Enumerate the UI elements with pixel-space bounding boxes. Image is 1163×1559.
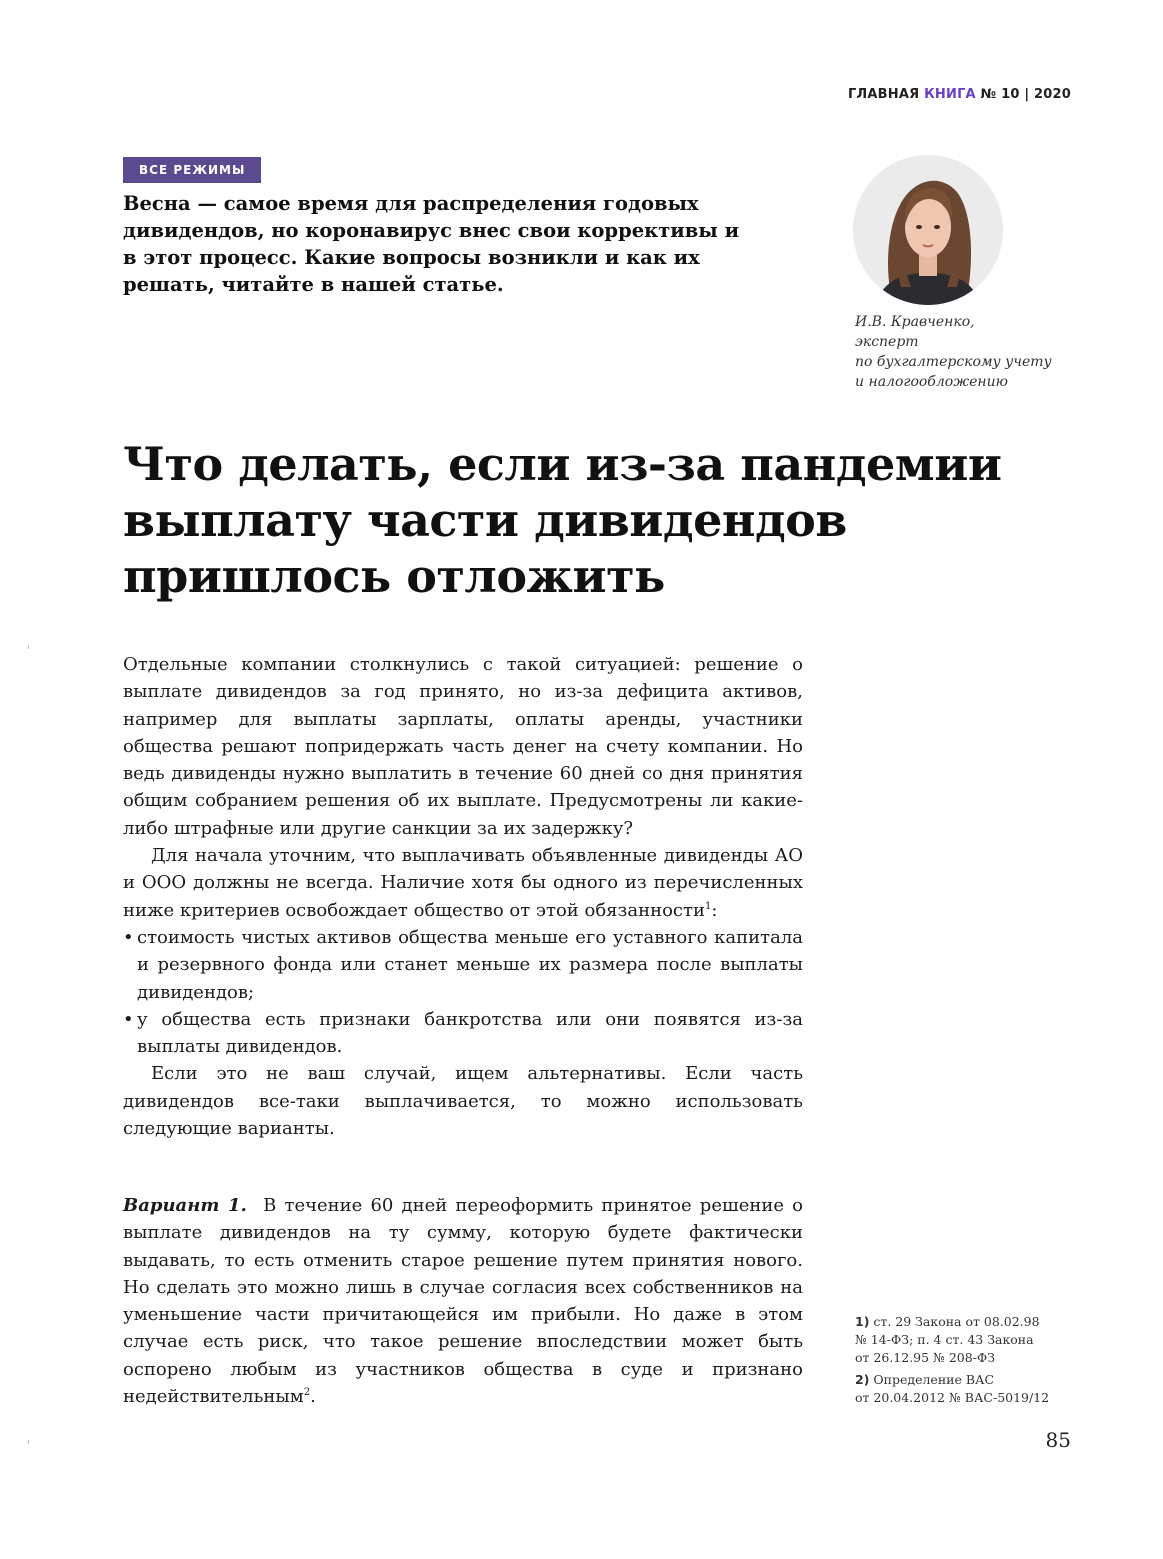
footnote-1-line-3: от 26.12.95 № 208-ФЗ	[855, 1350, 996, 1365]
masthead-issue: № 10 | 2020	[980, 87, 1071, 102]
criteria-list	[123, 924, 803, 1060]
body-paragraph-4-text: В течение 60 дней переоформить принятое решение о выплате дивидендов на ту сумму, которую будете фактически выдавать, то есть отменить старое решение путем принятия нового. Но сделать это можно лишь в случае согласия всех собственников на уменьшение части причитающейся им прибыли. Но даже в этом случае есть риск, что такое решение впоследствии может быть оспорено любым из участников общества в суде и признано недействительным	[123, 1195, 803, 1408]
body-paragraph-2	[123, 842, 803, 924]
crop-mark	[28, 645, 29, 649]
body-paragraph-3: Если это не ваш случай, ищем альтернативы. Если часть дивидендов все-таки выплачивается, то можно использовать следующие варианты.	[123, 1063, 803, 1140]
footnote-ref-2: 2	[303, 1387, 311, 1399]
masthead-brand-accent: КНИГА	[924, 87, 976, 102]
title-line-3: пришлось отложить	[123, 549, 665, 603]
body-paragraph-4-end: .	[310, 1386, 316, 1408]
footnote-1-number: 1)	[855, 1314, 870, 1329]
author-role-line-2: по бухгалтерскому учету	[855, 354, 1052, 370]
body-paragraph-2-end: :	[711, 899, 718, 921]
variant-1-section	[123, 1192, 803, 1410]
author-portrait-icon	[853, 155, 1003, 305]
footnote-1	[855, 1313, 1085, 1367]
footnote-2-line-1: Определение ВАС	[873, 1372, 995, 1387]
article-title	[123, 436, 1043, 604]
footnote-ref-1: 1	[704, 900, 712, 912]
masthead	[848, 87, 1071, 102]
body-paragraph-4	[123, 1192, 803, 1410]
article-body	[123, 651, 803, 1142]
footnotes	[855, 1313, 1085, 1411]
title-line-1: Что делать, если из-за пандемии	[123, 437, 1002, 491]
list-item: • стоимость чистых активов общества меньше его уставного капитала и резервного фонда или станет меньше их размера после выплаты дивидендов;	[123, 924, 803, 1006]
footnote-1-line-1: ст. 29 Закона от 08.02.98	[873, 1314, 1040, 1329]
body-paragraph-1: Отдельные компании столкнулись с такой ситуацией: решение о выплате дивидендов за год принято, но из-за дефицита активов, например для выплаты зарплаты, оплаты аренды, участники общества решают попридержать часть денег на счету компании. Но ведь дивиденды нужно выплатить в течение 60 дней со дня принятия общим собранием решения об их выплате. Предусмотрены ли какие-либо штрафные или другие санкции за их задержку?	[123, 654, 803, 839]
crop-mark	[28, 1440, 29, 1444]
list-item: • у общества есть признаки банкротства или они появятся из-за выплаты дивидендов.	[123, 1006, 803, 1061]
lead-paragraph: Весна — самое время для распределения годовых дивидендов, но коронавирус внес свои коррективы и в этот процесс. Какие вопросы возникли и как их решать, читайте в нашей статье.	[123, 192, 740, 296]
footnote-2-number: 2)	[855, 1372, 870, 1387]
category-tag: ВСЕ РЕЖИМЫ	[123, 157, 261, 183]
footnote-2	[855, 1371, 1085, 1407]
author-caption	[855, 312, 1085, 392]
author-role-line-3: и налогообложению	[855, 374, 1008, 390]
title-line-2: выплату части дивидендов	[123, 493, 847, 547]
author-name: И.В. Кравченко,	[855, 314, 975, 330]
author-role: эксперт	[855, 334, 919, 350]
page-number: 85	[1045, 1428, 1071, 1452]
variant-label: Вариант 1.	[123, 1195, 247, 1216]
footnote-2-line-2: от 20.04.2012 № ВАС-5019/12	[855, 1390, 1050, 1405]
author-photo	[853, 155, 1003, 305]
footnote-1-line-2: № 14-ФЗ; п. 4 ст. 43 Закона	[855, 1332, 1034, 1347]
body-paragraph-2-text: Для начала уточним, что выплачивать объявленные дивиденды АО и ООО должны не всегда. Наличие хотя бы одного из перечисленных ниже критериев освобождает общество от этой обязанности	[123, 845, 803, 921]
masthead-brand-main: ГЛАВНАЯ	[847, 87, 920, 102]
